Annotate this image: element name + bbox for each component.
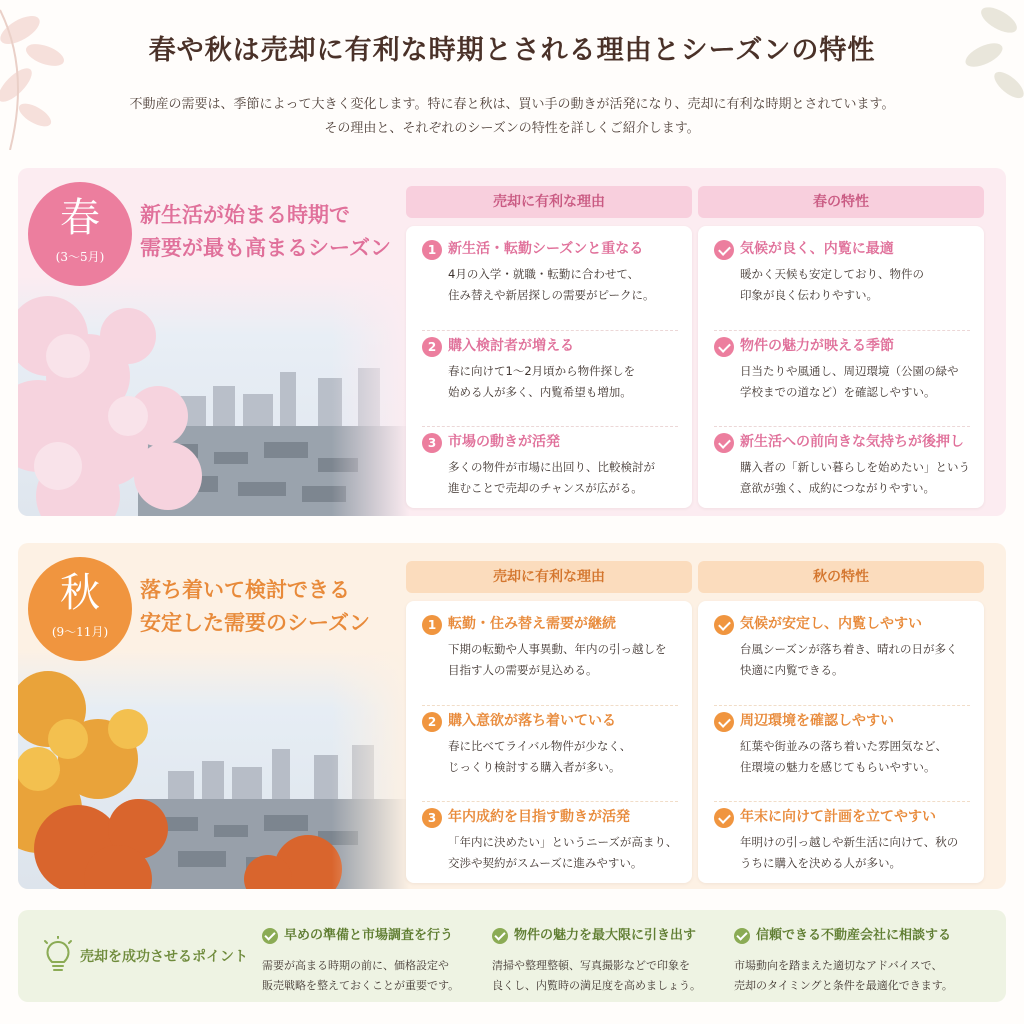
list-item bbox=[422, 234, 678, 330]
check-circle-icon bbox=[714, 808, 734, 828]
text-line: 4月の入学・就職・転勤に合わせて、 bbox=[448, 267, 640, 281]
text-line: 住み替えや新居探しの需要がピークに。 bbox=[448, 288, 655, 302]
item-text bbox=[448, 457, 678, 499]
list-item bbox=[714, 705, 970, 801]
number-badge: 1 bbox=[422, 240, 442, 260]
tip-title: 早めの準備と市場調査を行う bbox=[284, 928, 454, 943]
text-line: 販売戦略を整えておくことが重要です。 bbox=[262, 979, 460, 992]
text-line: 春に向けて1〜2月頃から物件探しを bbox=[448, 364, 636, 378]
list-item bbox=[714, 234, 970, 330]
headline-line: 需要が最も高まるシーズン bbox=[140, 235, 391, 260]
text-line: 印象が良く伝わりやすい。 bbox=[740, 288, 878, 302]
item-text bbox=[740, 457, 970, 499]
list-item bbox=[422, 609, 678, 705]
list-item bbox=[422, 705, 678, 801]
features-card bbox=[698, 226, 984, 508]
list-item bbox=[422, 330, 678, 426]
headline-line: 安定した需要のシーズン bbox=[140, 610, 370, 635]
spring-headline bbox=[140, 198, 391, 264]
item-text bbox=[740, 832, 970, 874]
text-line: 学校までの道など）を確認しやすい。 bbox=[740, 385, 936, 399]
spring-photo bbox=[18, 276, 410, 516]
tip-title: 信頼できる不動産会社に相談する bbox=[756, 928, 952, 943]
item-title: 気候が安定し、内覧しやすい bbox=[740, 616, 922, 632]
item-title: 年内成約を目指す動きが活発 bbox=[448, 809, 630, 825]
text-line: 快適に内覧できる。 bbox=[740, 663, 844, 677]
number-badge: 2 bbox=[422, 337, 442, 357]
check-circle-icon bbox=[734, 928, 750, 944]
tip-text bbox=[734, 956, 953, 996]
headline-line: 落ち着いて検討できる bbox=[140, 577, 350, 602]
item-text bbox=[740, 736, 970, 778]
text-line: 始める人が多く、内覧希望も増加。 bbox=[448, 385, 632, 399]
season-character: 春 bbox=[60, 195, 100, 241]
list-item bbox=[422, 426, 678, 516]
season-month-range: (3〜5月) bbox=[55, 250, 105, 264]
item-title: 年末に向けて計画を立てやすい bbox=[740, 809, 936, 825]
spring-badge bbox=[28, 182, 132, 286]
list-item bbox=[714, 330, 970, 426]
text-line: 交渉や契約がスムーズに進みやすい。 bbox=[448, 856, 643, 870]
item-title: 新生活・転勤シーズンと重なる bbox=[448, 241, 644, 257]
text-line: 日当たりや風通し、周辺環境（公園の緑や bbox=[740, 364, 959, 378]
check-circle-icon bbox=[262, 928, 278, 944]
item-text bbox=[448, 736, 678, 778]
text-line: 目指す人の需要が見込める。 bbox=[448, 663, 598, 677]
check-circle-icon bbox=[714, 615, 734, 635]
features-card bbox=[698, 601, 984, 883]
list-item bbox=[422, 801, 678, 889]
season-month-range: (9〜11月) bbox=[51, 625, 109, 639]
item-text bbox=[448, 264, 678, 306]
tip-item bbox=[262, 924, 459, 996]
autumn-reasons-column bbox=[406, 561, 692, 883]
autumn-photo bbox=[18, 649, 410, 889]
check-circle-icon bbox=[714, 337, 734, 357]
text-line: 暖かく天候も安定しており、物件の bbox=[740, 267, 924, 281]
spring-features-column bbox=[698, 186, 984, 508]
text-line: 市場動向を踏まえた適切なアドバイスで、 bbox=[734, 959, 943, 972]
intro-line: その理由と、それぞれのシーズンの特性を詳しくご紹介します。 bbox=[324, 121, 700, 136]
item-text bbox=[740, 361, 970, 403]
reasons-card bbox=[406, 601, 692, 883]
success-tips-section bbox=[18, 910, 1006, 1002]
check-circle-icon bbox=[714, 240, 734, 260]
text-line: うちに購入を決める人が多い。 bbox=[740, 856, 901, 870]
tip-item bbox=[492, 924, 701, 996]
lightbulb-icon bbox=[42, 936, 74, 976]
column-header: 秋の特性 bbox=[698, 561, 984, 593]
headline-line: 新生活が始まる時期で bbox=[140, 202, 350, 227]
number-badge: 3 bbox=[422, 433, 442, 453]
intro-line: 不動産の需要は、季節によって大きく変化します。特に春と秋は、買い手の動きが活発になり、売却に有利な時期とされています。 bbox=[129, 97, 895, 112]
spring-reasons-column bbox=[406, 186, 692, 508]
item-text bbox=[740, 264, 970, 306]
number-badge: 3 bbox=[422, 808, 442, 828]
text-line: 春に比べてライバル物件が少なく、 bbox=[448, 739, 632, 753]
column-header: 売却に有利な理由 bbox=[406, 186, 692, 218]
season-character: 秋 bbox=[60, 570, 100, 616]
autumn-headline bbox=[140, 573, 370, 639]
check-circle-icon bbox=[714, 712, 734, 732]
column-header: 売却に有利な理由 bbox=[406, 561, 692, 593]
text-line: 意欲が強く、成約につながりやすい。 bbox=[740, 481, 936, 495]
column-header: 春の特性 bbox=[698, 186, 984, 218]
tip-item bbox=[734, 924, 953, 996]
item-text bbox=[448, 832, 678, 874]
tip-text bbox=[262, 956, 459, 996]
item-text bbox=[448, 639, 678, 681]
text-line: 良くし、内覧時の満足度を高めましょう。 bbox=[492, 979, 701, 992]
text-line: 多くの物件が市場に出回り、比較検討が bbox=[448, 460, 655, 474]
item-title: 購入検討者が増える bbox=[448, 338, 574, 354]
list-item bbox=[714, 609, 970, 705]
item-text bbox=[448, 361, 678, 403]
text-line: 下期の転勤や人事異動、年内の引っ越しを bbox=[448, 642, 667, 656]
tip-text bbox=[492, 956, 701, 996]
text-line: 「年内に決めたい」というニーズが高まり、 bbox=[448, 835, 678, 849]
item-title: 転勤・住み替え需要が継続 bbox=[448, 616, 616, 632]
item-title: 周辺環境を確認しやすい bbox=[740, 713, 894, 729]
text-line: 売却のタイミングと条件を最適化できます。 bbox=[734, 979, 953, 992]
spring-section bbox=[18, 168, 1006, 516]
text-line: 購入者の「新しい暮らしを始めたい」という bbox=[740, 460, 970, 474]
number-badge: 2 bbox=[422, 712, 442, 732]
text-line: 台風シーズンが落ち着き、晴れの日が多く bbox=[740, 642, 958, 656]
list-item bbox=[714, 426, 970, 516]
text-line: 紅葉や街並みの落ち着いた雰囲気など、 bbox=[740, 739, 947, 753]
item-title: 新生活への前向きな気持ちが後押し bbox=[740, 434, 964, 450]
check-circle-icon bbox=[492, 928, 508, 944]
text-line: じっくり検討する購入者が多い。 bbox=[448, 760, 621, 774]
tips-label: 売却を成功させるポイント bbox=[80, 949, 248, 965]
page-title: 春や秋は売却に有利な時期とされる理由とシーズンの特性 bbox=[148, 35, 876, 66]
item-title: 物件の魅力が映える季節 bbox=[740, 338, 894, 354]
text-line: 需要が高まる時期の前に、価格設定や bbox=[262, 959, 449, 972]
tip-title: 物件の魅力を最大限に引き出す bbox=[514, 928, 697, 943]
item-text bbox=[740, 639, 970, 681]
list-item bbox=[714, 801, 970, 889]
text-line: 住環境の魅力を感じてもらいやすい。 bbox=[740, 760, 936, 774]
text-line: 年明けの引っ越しや新生活に向けて、秋の bbox=[740, 835, 959, 849]
text-line: 進むことで売却のチャンスが広がる。 bbox=[448, 481, 643, 495]
check-circle-icon bbox=[714, 433, 734, 453]
autumn-leaves-city-image bbox=[18, 649, 410, 889]
number-badge: 1 bbox=[422, 615, 442, 635]
autumn-badge bbox=[28, 557, 132, 661]
reasons-card bbox=[406, 226, 692, 508]
intro-text bbox=[0, 93, 1024, 141]
autumn-section bbox=[18, 543, 1006, 889]
autumn-features-column bbox=[698, 561, 984, 883]
item-title: 購入意欲が落ち着いている bbox=[448, 713, 616, 729]
text-line: 清掃や整理整頓、写真撮影などで印象を bbox=[492, 959, 690, 972]
item-title: 気候が良く、内覧に最適 bbox=[740, 241, 894, 257]
item-title: 市場の動きが活発 bbox=[448, 434, 560, 450]
cherry-blossom-city-image bbox=[18, 276, 410, 516]
